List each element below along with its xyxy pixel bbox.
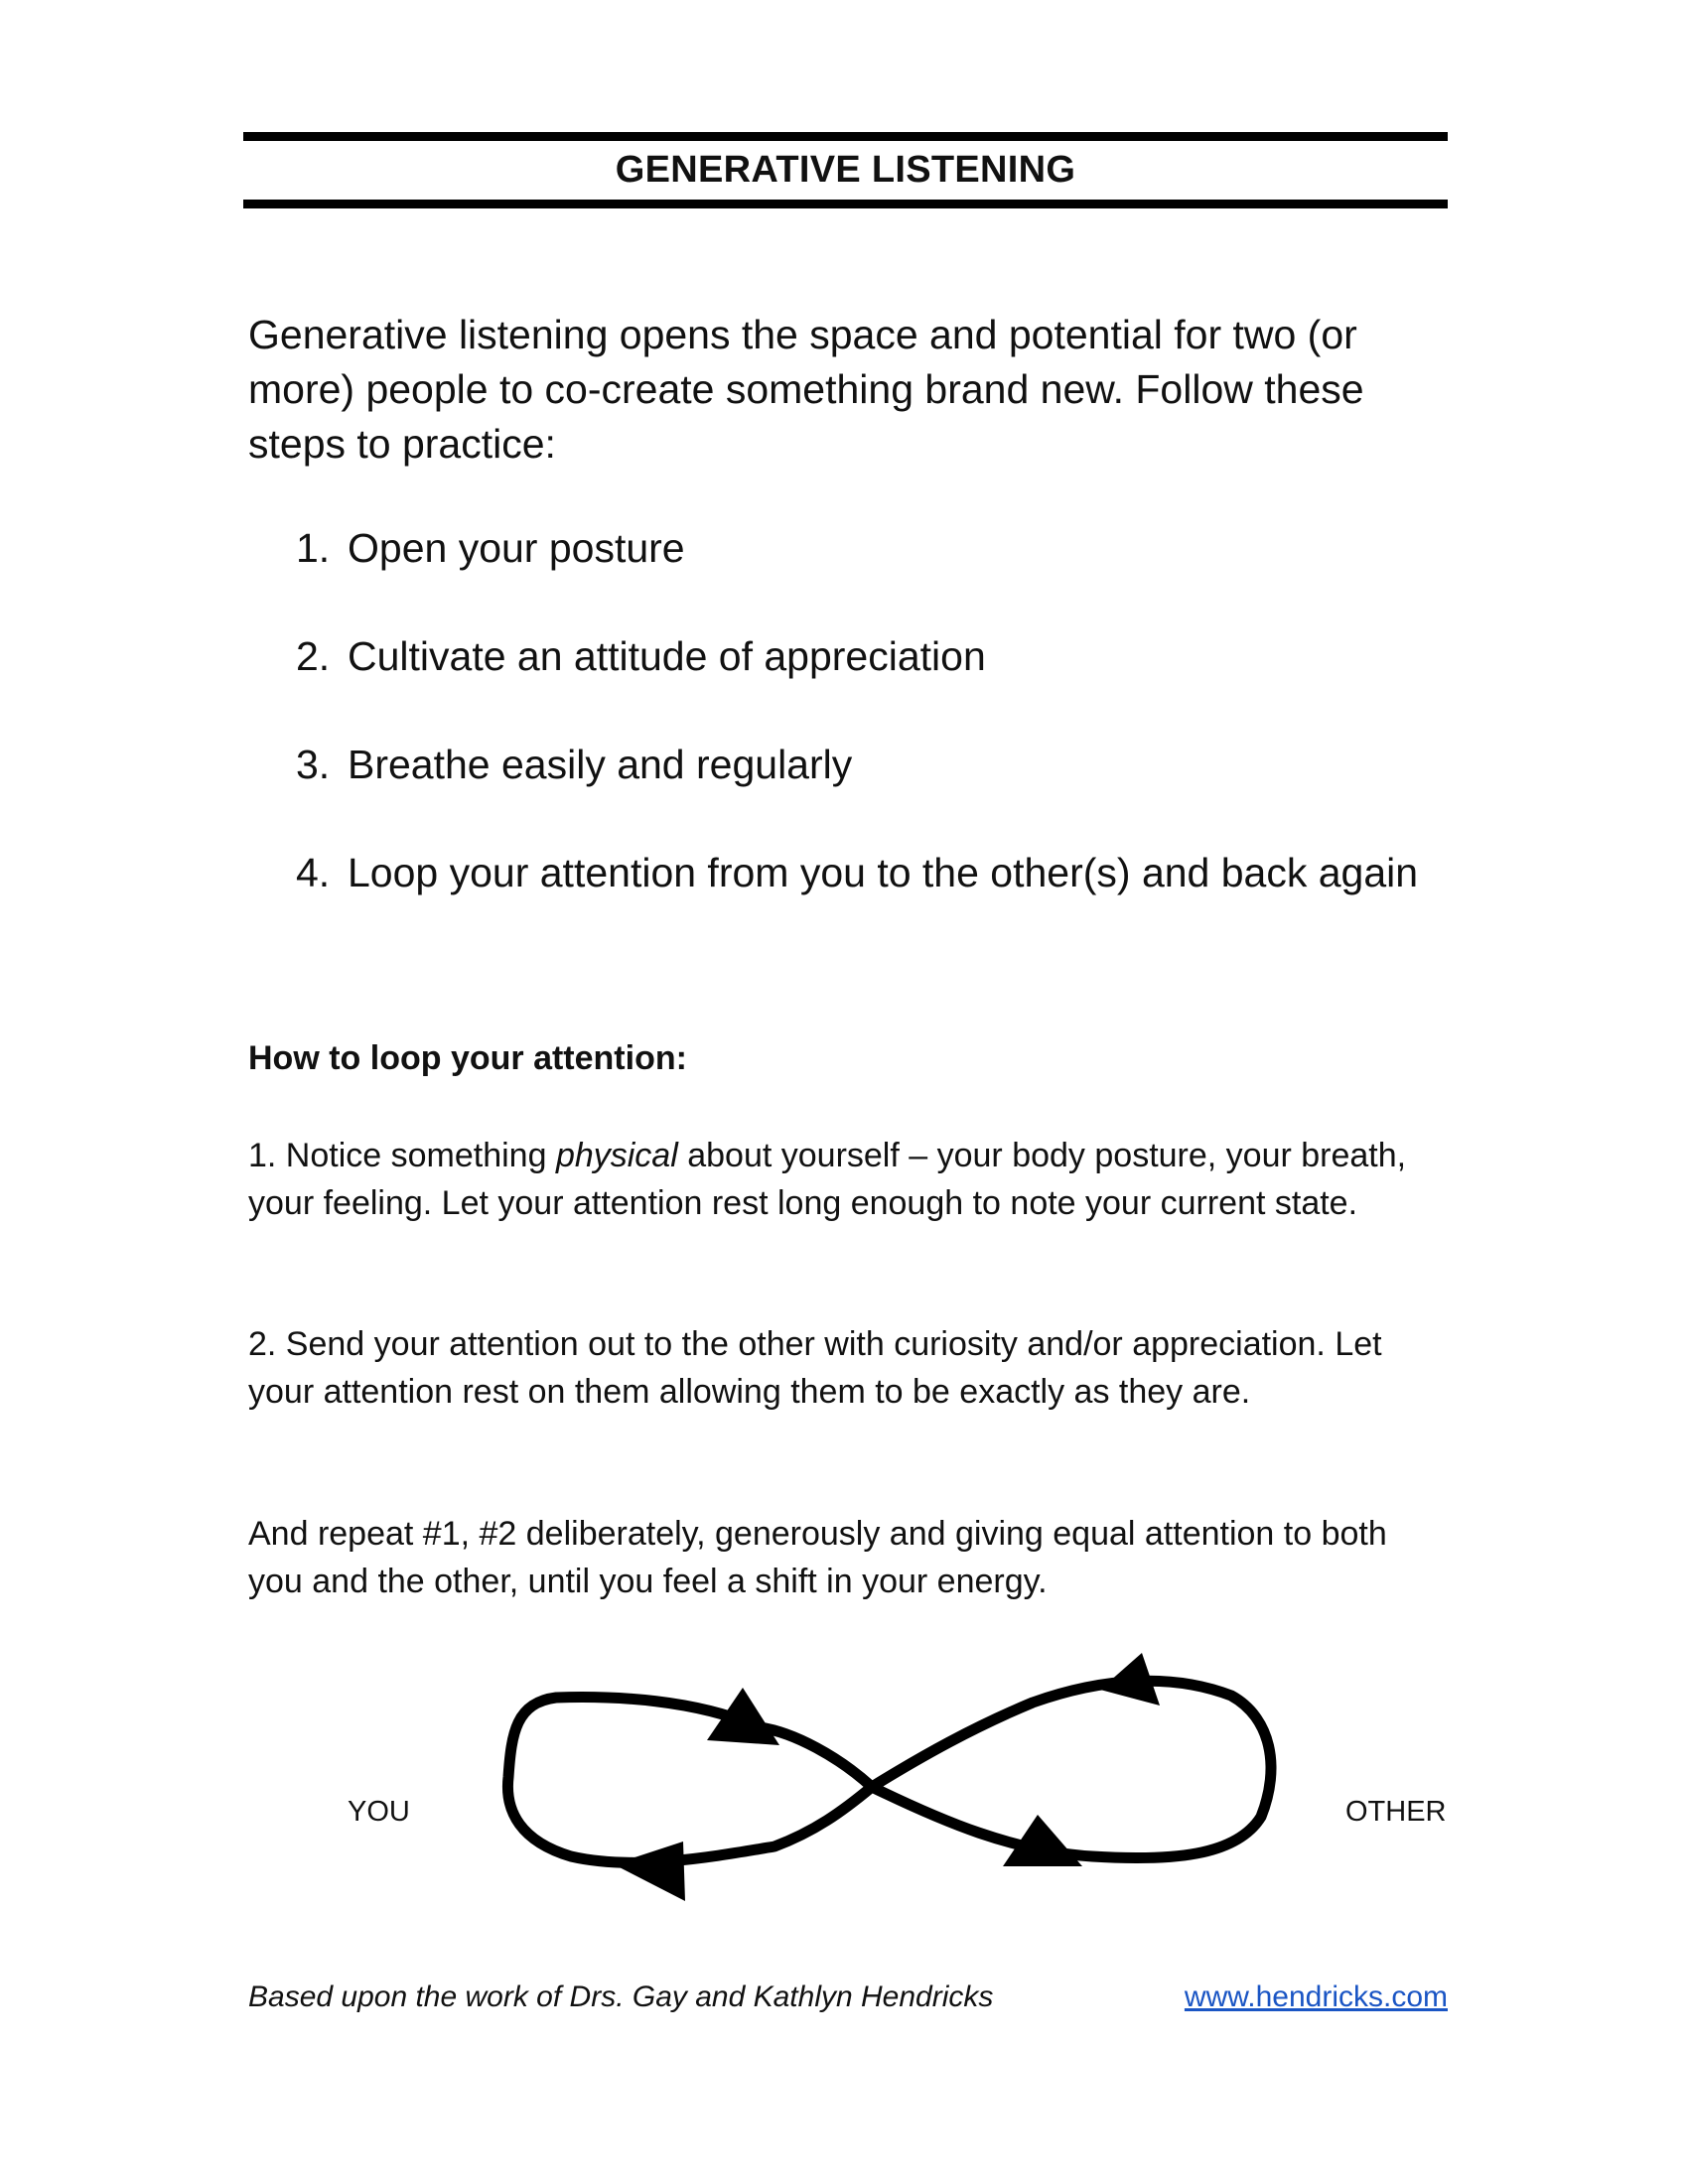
list-item (248, 846, 1450, 900)
loop-step-one (248, 1132, 1450, 1227)
page-title: GENERATIVE LISTENING (615, 149, 1076, 191)
section-heading: How to loop your attention: (248, 1039, 687, 1077)
footer-credit: Based upon the work of Drs. Gay and Kathlyn Hendricks (248, 1980, 994, 2013)
figure-label-you: YOU (348, 1796, 410, 1828)
loop-step-two: 2. Send your attention out to the other with curiosity and/or appreciation. Let your attention rest on them allowing them to be exactly as they are. (248, 1325, 1382, 1411)
loop-step-one-suffix: about yourself – your body posture, your breath, your feeling. Let your attention rest long enough to note your current state. (248, 1137, 1407, 1222)
intro-paragraph: Generative listening opens the space and potential for two (or more) people to co-create something brand new. Follow these steps to practice: (248, 312, 1364, 467)
step-number: 3. (296, 742, 331, 787)
list-item (248, 738, 1450, 792)
step-text: Cultivate an attitude of appreciation (348, 633, 986, 679)
title-rule-top (243, 132, 1448, 141)
step-number: 4. (296, 850, 331, 895)
step-text: Breathe easily and regularly (348, 742, 853, 787)
step-text: Open your posture (348, 525, 685, 571)
step-number: 2. (296, 633, 331, 679)
step-number: 1. (296, 525, 331, 571)
list-item (248, 629, 1450, 684)
website-link[interactable]: www.hendricks.com (1184, 1980, 1448, 2013)
loop-step-one-prefix: 1. Notice something (248, 1137, 556, 1174)
loop-step-one-emphasis: physical (555, 1137, 678, 1174)
list-item (248, 521, 1450, 576)
infinity-loop-icon (0, 1628, 1688, 1926)
figure-label-other: OTHER (1345, 1796, 1447, 1828)
practice-steps-list (248, 521, 1450, 954)
arrow-icon (614, 1842, 685, 1901)
step-text: Loop your attention from you to the other(s) and back again (348, 850, 1419, 895)
repeat-instruction: And repeat #1, #2 deliberately, generously and giving equal attention to both you and the other, until you feel a shift in your energy. (248, 1515, 1387, 1600)
title-rule-bottom (243, 200, 1448, 208)
